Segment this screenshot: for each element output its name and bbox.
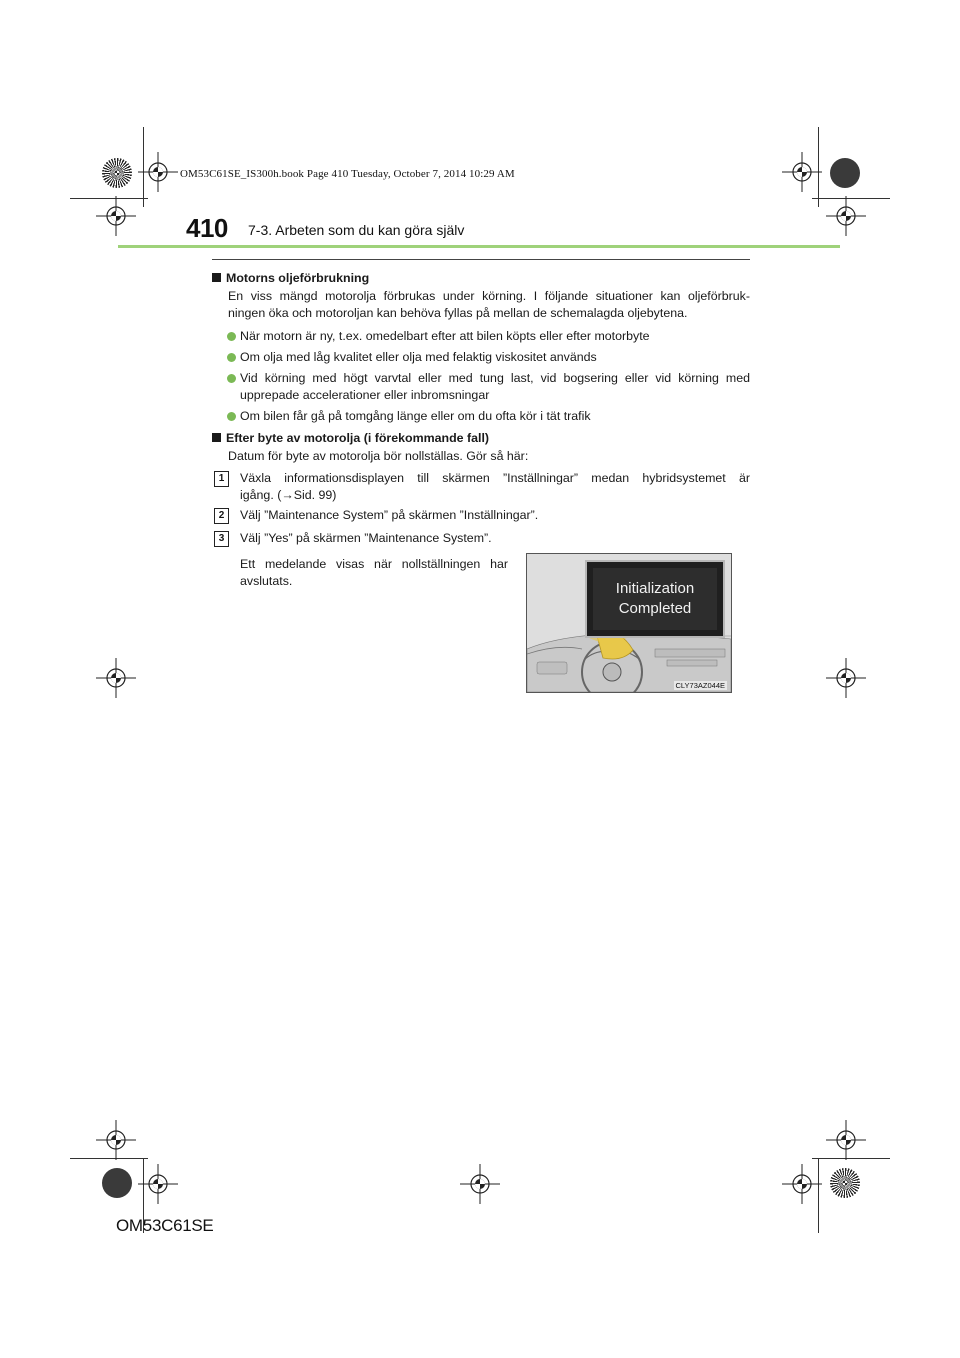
registration-mark-icon: [96, 658, 136, 698]
solid-disc-icon: [830, 158, 860, 188]
registration-mark-icon: [826, 658, 866, 698]
figure-code: CLY73AZ044E: [675, 681, 725, 690]
registration-mark-icon: [96, 1120, 136, 1160]
registration-mark-icon: [782, 152, 822, 192]
step-number: 1: [214, 471, 229, 487]
text-line: upprepade accelerationer eller inbromsningar: [240, 388, 490, 402]
text-line: igång. (→Sid. 99): [240, 488, 337, 502]
result-text: [240, 556, 508, 590]
text-line: En viss mängd motorolja förbrukas under körning. I följande situationer kan oljeförbruk-: [228, 289, 750, 303]
book-stamp: OM53C61SE_IS300h.book Page 410 Tuesday, October 7, 2014 10:29 AM: [180, 168, 515, 180]
header-rule: [118, 245, 840, 248]
bullet-text: [240, 370, 750, 404]
star-target-icon: [102, 158, 132, 188]
screen-line: Initialization: [615, 580, 695, 597]
section-intro: Datum för byte av motorolja bör nollställas. Gör så här:: [228, 449, 529, 463]
step-text: Välj ”Yes” på skärmen ”Maintenance System”.: [240, 531, 492, 545]
text-line: Ett medelande visas när nollställningen har: [240, 557, 508, 571]
registration-mark-icon: [460, 1164, 500, 1204]
registration-mark-icon: [782, 1164, 822, 1204]
bullet-icon: [227, 374, 236, 383]
section-heading: Efter byte av motorolja (i förekommande fall): [212, 430, 489, 447]
registration-mark-icon: [138, 1164, 178, 1204]
bullet-text: När motorn är ny, t.ex. omedelbart efter att bilen köpts eller efter motorbyte: [240, 329, 650, 343]
bullet-text: Om olja med låg kvalitet eller olja med felaktig viskositet används: [240, 350, 597, 364]
step-number: 2: [214, 508, 229, 524]
section-intro: [228, 288, 750, 322]
text-line: Vid körning med högt varvtal eller med tung last, vid bogsering eller vid körning med: [240, 371, 750, 385]
footer-code: OM53C61SE: [116, 1216, 214, 1235]
bullet-icon: [227, 412, 236, 421]
section-heading: Motorns oljeförbrukning: [212, 270, 369, 287]
solid-disc-icon: [102, 1168, 132, 1198]
star-target-icon: [830, 1168, 860, 1198]
text-line: ningen öka och motoroljan kan behöva fyllas på mellan de schemalagda oljebytena.: [228, 306, 688, 320]
square-bullet-icon: [212, 433, 221, 442]
dashboard-illustration: [526, 553, 732, 693]
bullet-icon: [227, 332, 236, 341]
text-line: Växla informationsdisplayen till skärmen ”Inställningar” medan hybridsystemet är: [240, 471, 750, 485]
bullet-text: Om bilen får gå på tomgång länge eller om du ofta kör i tät trafik: [240, 409, 591, 423]
step-text: [240, 470, 750, 504]
bullet-icon: [227, 353, 236, 362]
screen-message: [593, 568, 717, 630]
step-text: Välj ”Maintenance System” på skärmen ”Inställningar”.: [240, 508, 539, 522]
square-bullet-icon: [212, 273, 221, 282]
section-title: 7-3. Arbeten som du kan göra själv: [248, 222, 465, 238]
step-number: 3: [214, 531, 229, 547]
info-display-screen: [585, 560, 725, 638]
screen-line: Completed: [618, 600, 692, 617]
content-rule: [212, 259, 750, 260]
registration-mark-icon: [826, 1120, 866, 1160]
page-number: 410: [186, 213, 228, 243]
registration-mark-icon: [96, 196, 136, 236]
registration-mark-icon: [138, 152, 178, 192]
registration-mark-icon: [826, 196, 866, 236]
text-line: avslutats.: [240, 574, 293, 588]
